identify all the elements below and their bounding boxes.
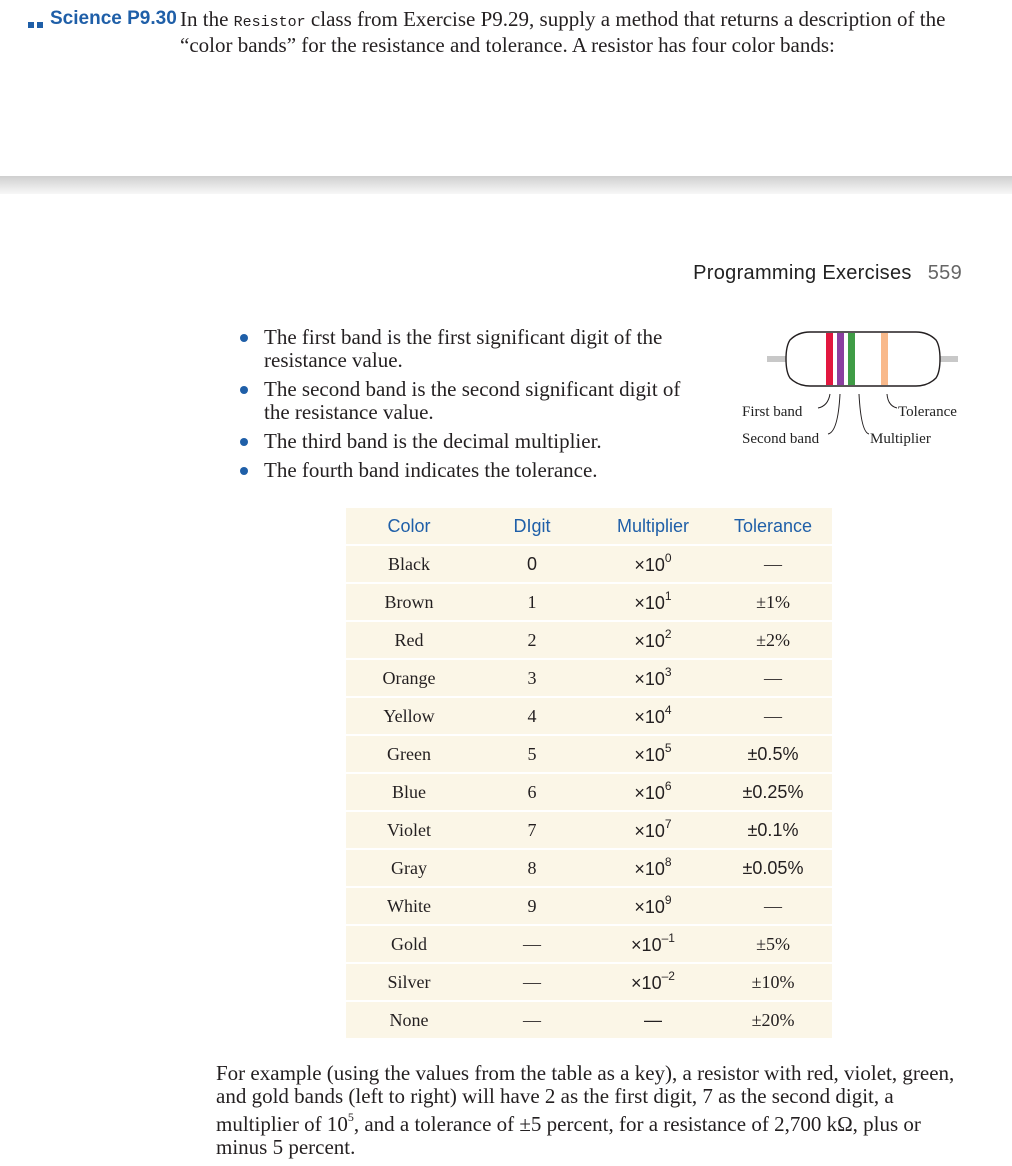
cell-digit: 9 (472, 886, 592, 924)
cell-multiplier (592, 886, 714, 924)
cell-color: Blue (346, 772, 472, 810)
header-digit: DIgit (472, 508, 592, 544)
color-code-table (346, 508, 832, 1038)
multiplier-base: ×10 (634, 896, 665, 917)
list-item-text: The third band is the decimal multiplier. (264, 429, 602, 453)
multiplier-base: ×10 (634, 782, 665, 803)
cell-multiplier (592, 696, 714, 734)
list-item-text: The first band is the first significant digit of the resistance value. (264, 325, 663, 372)
multiplier-base: ×10 (631, 972, 662, 993)
multiplier-exponent: 3 (664, 664, 672, 679)
leader-tolerance (887, 394, 897, 408)
difficulty-marker-icon (28, 15, 46, 33)
cell-color: White (346, 886, 472, 924)
multiplier-base: ×10 (634, 630, 665, 651)
cell-tolerance: ±10% (714, 962, 832, 1000)
table-header-row (346, 508, 832, 544)
multiplier-exponent: –1 (661, 930, 675, 945)
cell-digit: — (472, 962, 592, 1000)
cell-digit: — (472, 924, 592, 962)
resistor-body (786, 332, 940, 386)
cell-tolerance: ±0.1% (714, 810, 832, 848)
multiplier-exponent: –2 (661, 968, 675, 983)
multiplier-base: — (644, 1009, 662, 1030)
running-head-title: Programming Exercises (693, 262, 912, 284)
cell-color: Gold (346, 924, 472, 962)
cell-digit: 1 (472, 582, 592, 620)
cell-multiplier (592, 962, 714, 1000)
cell-digit: 8 (472, 848, 592, 886)
cell-digit: 2 (472, 620, 592, 658)
table-row (346, 620, 832, 658)
cell-tolerance: — (714, 544, 832, 582)
cell-color: Gray (346, 848, 472, 886)
table-row (346, 1000, 832, 1038)
table-row (346, 962, 832, 1000)
list-item-text: The second band is the second significant digit of the resistance value. (264, 377, 681, 424)
cell-color: Violet (346, 810, 472, 848)
resistor-band-1 (826, 333, 833, 385)
cell-tolerance: ±1% (714, 582, 832, 620)
cell-color: Yellow (346, 696, 472, 734)
label-multiplier: Multiplier (870, 431, 931, 447)
table-row (346, 848, 832, 886)
example-text: For example (using the values from the table as a key), a resistor with red, violet, green, and gold bands (left to right) will have 2 as the first digit, 7 as the second digit, a multiplier of 10 (216, 1061, 955, 1136)
cell-tolerance: ±20% (714, 1000, 832, 1038)
table-row (346, 810, 832, 848)
cell-tolerance: ±2% (714, 620, 832, 658)
cell-tolerance: ±0.5% (714, 734, 832, 772)
example-exponent: 5 (347, 1110, 354, 1124)
exercise-label: Science P9.30 (50, 8, 177, 29)
running-head (693, 262, 962, 285)
multiplier-exponent: 7 (664, 816, 672, 831)
leader-first-band (818, 394, 830, 408)
multiplier-exponent: 6 (664, 778, 672, 793)
label-tolerance: Tolerance (898, 404, 957, 420)
cell-multiplier (592, 544, 714, 582)
band-description-list (238, 326, 708, 488)
table-row (346, 582, 832, 620)
multiplier-base: ×10 (634, 554, 665, 575)
resistor-band-2 (837, 333, 844, 385)
list-item (238, 326, 708, 372)
header-tolerance: Tolerance (714, 508, 832, 544)
cell-multiplier (592, 658, 714, 696)
table-row (346, 772, 832, 810)
list-item (238, 378, 708, 424)
exercise-text (180, 8, 980, 57)
cell-digit: 6 (472, 772, 592, 810)
cell-digit: 4 (472, 696, 592, 734)
leader-second-band (828, 394, 840, 434)
label-first-band: First band (742, 404, 803, 420)
multiplier-base: ×10 (634, 706, 665, 727)
multiplier-base: ×10 (634, 592, 665, 613)
bullet-icon (240, 334, 248, 342)
multiplier-exponent: 4 (664, 702, 672, 717)
cell-digit: — (472, 1000, 592, 1038)
multiplier-base: ×10 (631, 934, 662, 955)
multiplier-exponent: 5 (664, 740, 672, 755)
cell-tolerance: ±0.05% (714, 848, 832, 886)
page-divider (0, 176, 1012, 194)
list-item (238, 430, 708, 453)
example-text-end: , and a tolerance of ±5 percent, for a resistance of 2,700 kΩ, plus or minus 5 percent. (216, 1112, 921, 1159)
table-row (346, 658, 832, 696)
page-number: 559 (927, 262, 962, 284)
cell-color: Red (346, 620, 472, 658)
table-row (346, 886, 832, 924)
resistor-lead-left (767, 356, 787, 362)
cell-digit: 3 (472, 658, 592, 696)
bullet-icon (240, 467, 248, 475)
multiplier-exponent: 1 (664, 588, 672, 603)
bullet-icon (240, 386, 248, 394)
list-item-text: The fourth band indicates the tolerance. (264, 458, 598, 482)
cell-multiplier (592, 582, 714, 620)
cell-multiplier (592, 810, 714, 848)
cell-tolerance: ±5% (714, 924, 832, 962)
bullet-icon (240, 438, 248, 446)
multiplier-base: ×10 (634, 858, 665, 879)
cell-multiplier (592, 848, 714, 886)
multiplier-exponent: 0 (664, 550, 672, 565)
exercise-text-before-code: In the (180, 7, 234, 31)
multiplier-base: ×10 (634, 744, 665, 765)
resistor-band-4 (881, 333, 888, 385)
multiplier-base: ×10 (634, 820, 665, 841)
multiplier-exponent: 9 (664, 892, 672, 907)
list-item (238, 459, 708, 482)
cell-tolerance: — (714, 658, 832, 696)
cell-multiplier (592, 1000, 714, 1038)
cell-color: Green (346, 734, 472, 772)
cell-multiplier (592, 620, 714, 658)
leader-multiplier (859, 394, 869, 434)
multiplier-exponent: 2 (664, 626, 672, 641)
header-multiplier: Multiplier (592, 508, 714, 544)
cell-color: Silver (346, 962, 472, 1000)
multiplier-base: ×10 (634, 668, 665, 689)
table-row (346, 924, 832, 962)
cell-multiplier (592, 924, 714, 962)
cell-tolerance: — (714, 696, 832, 734)
resistor-diagram (740, 322, 1000, 452)
label-second-band: Second band (742, 431, 820, 447)
header-color: Color (346, 508, 472, 544)
cell-digit: 0 (472, 544, 592, 582)
cell-digit: 5 (472, 734, 592, 772)
cell-digit: 7 (472, 810, 592, 848)
table-row (346, 696, 832, 734)
resistor-band-3 (848, 333, 855, 385)
resistor-lead-right (938, 356, 958, 362)
cell-color: Orange (346, 658, 472, 696)
multiplier-exponent: 8 (664, 854, 672, 869)
table-row (346, 544, 832, 582)
table-row (346, 734, 832, 772)
cell-multiplier (592, 772, 714, 810)
exercise-text-after-code: class from Exercise P9.29, supply a method that returns a description of the “color bands” for the resistance and tolerance. A resistor has four color bands: (180, 7, 946, 57)
example-paragraph (216, 1062, 976, 1159)
cell-multiplier (592, 734, 714, 772)
cell-color: None (346, 1000, 472, 1038)
cell-tolerance: ±0.25% (714, 772, 832, 810)
exercise-code: Resistor (233, 14, 306, 31)
cell-color: Brown (346, 582, 472, 620)
cell-color: Black (346, 544, 472, 582)
cell-tolerance: — (714, 886, 832, 924)
